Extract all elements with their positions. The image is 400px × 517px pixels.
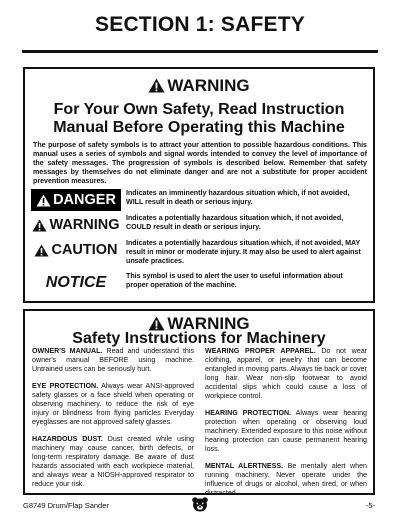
para-heading: HAZARDOUS DUST. (32, 435, 103, 443)
signal-row-warning (31, 214, 369, 242)
warning-word: WARNING (49, 217, 120, 233)
para-text: Always wear ANSI-approved safety glasses or a face shield when operating or observing machinery. to reduce the risk of eye injury or blindness from flying particles Everyday eyeglasses are not approved safety glasses. (32, 382, 194, 426)
box1-intro-text: The purpose of safety symbols is to attract your attention to possible hazardous conditions. This manual uses a series of symbols and signal words intended to convey the level of importance of the safety messages. The progression of symbols is described below. Remember that safety messages by themselves do not eliminate danger and are not a substitute for proper accident prevention measures. (33, 141, 367, 185)
signal-row-danger (31, 189, 369, 217)
box2-warning-word: WARNING (167, 314, 250, 333)
caution-triangle-icon (34, 244, 49, 257)
box2-title: Safety Instructions for Machinery (72, 330, 326, 347)
box1-title-line1: For Your Own Safety, Read Instruction (53, 101, 345, 118)
caution-word: CAUTION (51, 242, 118, 258)
warning-label (31, 214, 121, 236)
hazardous-dust-para (32, 435, 194, 489)
bear-logo-icon (191, 496, 209, 517)
footer-page-number: -5- (365, 501, 375, 510)
box1-warning-heading (25, 77, 373, 97)
signal-row-caution (31, 239, 369, 267)
warning-triangle-icon (32, 219, 47, 232)
eye-protection-para (32, 382, 194, 427)
para-heading: EYE PROTECTION. (32, 382, 99, 390)
para-text: Be mentally alert when running machinery. Never operate under the influence of drugs or alcohol, when tired, or when distracted. (205, 462, 368, 497)
para-text: Do not wear clothing, apparel, or jewelry that can become entangled in moving parts. Always tie back or cover long hair. Wear non-slip footwear to avoid accidental slips which could cause a loss of workpiece control. (205, 347, 367, 400)
warning-triangle-icon (148, 78, 165, 97)
para-text: Always wear hearing protection when operating or observing loud machinery. Extended exposure to this noise without hearing protection can cause permanent hearing loss. (205, 409, 367, 453)
warning-desc: Indicates a potentially hazardous situation which, if not avoided, COULD result in death or serious injury. (126, 214, 344, 231)
right-column (205, 347, 367, 506)
box1-warning-word: WARNING (167, 76, 250, 95)
safety-symbols-box (23, 67, 375, 303)
danger-word: DANGER (53, 192, 116, 208)
danger-triangle-icon (36, 194, 51, 207)
para-heading: WEARING PROPER APPAREL. (205, 347, 316, 355)
machinery-safety-box (23, 309, 375, 495)
para-heading: HEARING PROTECTION. (205, 409, 292, 417)
title-rule (22, 50, 378, 53)
proper-apparel-para (205, 347, 367, 401)
para-heading: MENTAL ALERTNESS. (205, 462, 284, 470)
signal-row-notice (31, 272, 369, 300)
section-title: SECTION 1: SAFETY (95, 13, 305, 36)
notice-label: NOTICE (45, 274, 107, 291)
caution-desc: Indicates a potentially hazardous situation which, if not avoided, MAY result in minor or moderate injury. It may also be used to alert against unsafe practices. (126, 239, 361, 265)
left-column (32, 347, 194, 497)
para-heading: OWNER'S MANUAL. (32, 347, 103, 355)
para-text: Read and understand this owner's manual BEFORE using machine. Untrained users can be seriously hurt. (32, 347, 194, 373)
notice-desc: This symbol is used to alert the user to useful information about proper operation of the machine. (126, 272, 343, 289)
hearing-protection-para (205, 409, 367, 454)
mental-alertness-para (205, 462, 367, 498)
danger-desc: Indicates an imminently hazardous situation which, if not avoided, WILL result in death or serious injury. (126, 189, 350, 206)
caution-label (31, 239, 121, 261)
para-text: Dust created while using machinery may cause cancer, birth defects, or long-term respiratory damage. Be aware of dust hazards associated with each workpiece material, and always wear a NIOSH-approved respirator to reduce your risk. (32, 435, 194, 488)
owners-manual-para (32, 347, 194, 374)
box1-title-line2: Manual Before Operating this Machine (53, 119, 345, 136)
footer-model: G8749 Drum/Flap Sander (23, 501, 109, 510)
danger-label (31, 189, 121, 211)
